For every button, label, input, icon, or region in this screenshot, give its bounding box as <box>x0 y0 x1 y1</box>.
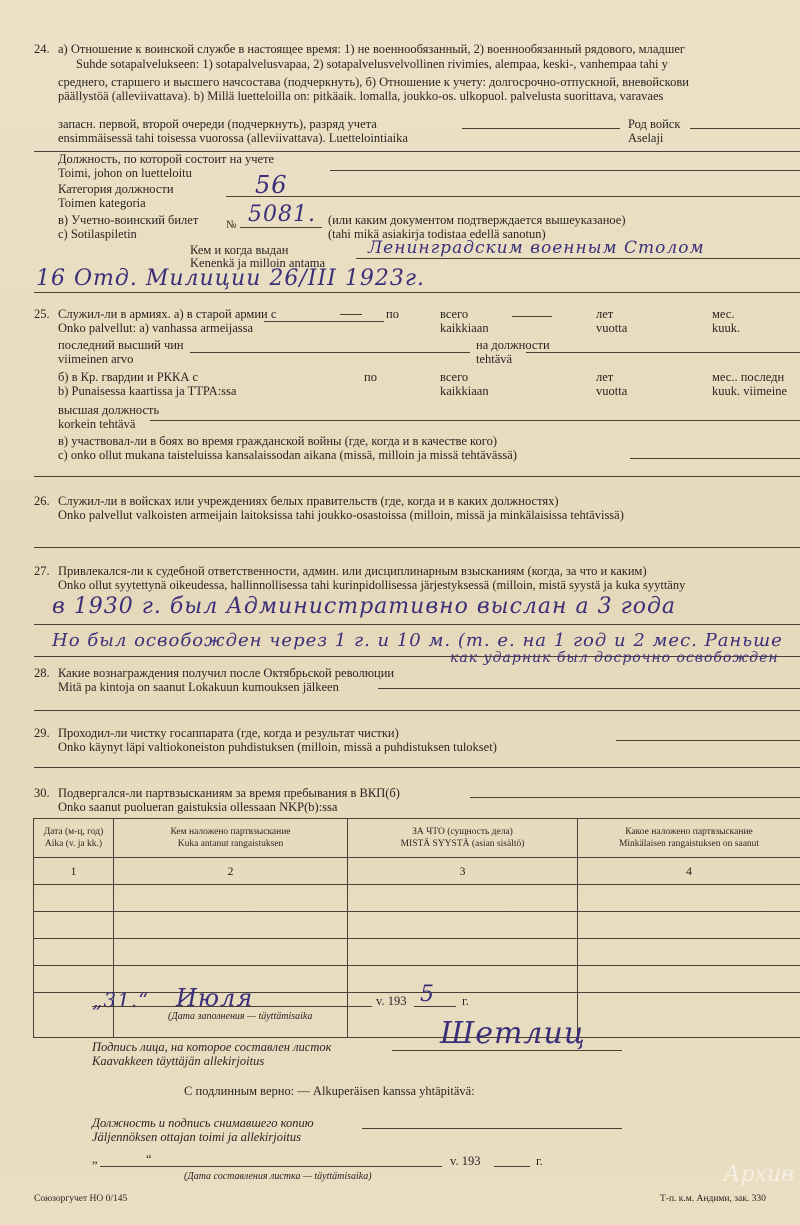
printer-mark-right: Т-п. к.м. Андими, зак. 330 <box>660 1194 766 1204</box>
printer-mark-left: Союзоргучет НО 0/145 <box>34 1194 128 1204</box>
table-header-cell: ЗА ЧТО (сущность дела) MISTÄ SYYSTÄ (asian sisältö) <box>348 819 578 858</box>
q25-kuuk2: kuuk. viimeine <box>712 384 787 398</box>
table-header-cell: Какое наложено партвзыскание Minkälaisen rangaistuksen on saanut <box>578 819 800 858</box>
q29-number: 29. <box>34 726 50 740</box>
q25-mes: мес. <box>712 307 735 321</box>
q25-line7: высшая должность <box>58 403 160 417</box>
table-row <box>34 939 800 966</box>
q25-mes2: мес.. последн <box>712 370 785 384</box>
q25-line3: последний высший чин <box>58 338 184 352</box>
bottom-date-label: (Дата составления листка — täyttämisaika) <box>184 1171 372 1182</box>
q25-line4: viimeinen arvo <box>58 352 134 366</box>
q25-po2: по <box>364 370 377 384</box>
q27-line2: Onko ollut syytettynä oikeudessa, hallinnollisessa tahi kurinpidollisessa järjestyksessä (milloin, mistä syystä ja kuka syyttäny <box>58 578 686 592</box>
signature-handwritten: Шетлиц <box>440 1016 586 1051</box>
archive-watermark: Архив <box>723 1162 794 1187</box>
q24-line12a: с) Sotilaspiletin <box>58 227 137 241</box>
q24-line6: ensimmäisessä tahi toisessa vuorossa (alleviivattava). Luettelointiaika <box>58 131 408 145</box>
q24-number-sign: № <box>226 219 237 231</box>
table-header-cell: Дата (м-ц, год) Aika (v. ja kk.) <box>34 819 114 858</box>
q24-troops-label: Род войск <box>628 117 681 131</box>
column-number: 2 <box>114 858 348 885</box>
table-header-cell: Кем наложено партвзыскание Kuka antanut rangaistuksen <box>114 819 348 858</box>
q30-line1: Подвергался-ли партвзысканиям за время пребывания в ВКП(б) <box>58 786 400 800</box>
q27-handwritten-1: в 1930 г. был Административно выслан а 3 года <box>52 594 677 619</box>
table-number-row <box>34 858 800 885</box>
q29-line1: Проходил-ли чистку госаппарата (где, когда и результат чистки) <box>58 726 399 740</box>
q30-number: 30. <box>34 786 50 800</box>
q25-let2: лет <box>596 370 614 384</box>
q24-line14: Kenenkä ja milloin antama <box>190 256 326 270</box>
q24-number: 24. <box>34 42 50 56</box>
q25-let: лет <box>596 307 614 321</box>
q24-line11b: (или каким документом подтверждается вышеуказаное) <box>328 213 626 227</box>
q27-line1: Привлекался-ли к судебной ответственности, админ. или дисциплинарным взысканиям (когда, за что и каким) <box>58 564 647 578</box>
q25-number: 25. <box>34 307 50 321</box>
q24-line4: päällystöä (alleviivattava). b) Millä luetteloilla on: pitkäaik. lomalla, joukko-os. ulkopuol. palvelusta suorittava, varavaes <box>58 89 664 103</box>
q30-line2: Onko saanut puolueran gaistuksia ollessaan NKP(b):ssa <box>58 800 338 814</box>
bottom-quote-left: „ <box>92 1152 98 1166</box>
q28-line2: Mitä pa kintoja on saanut Lokakuun kumouksen jälkeen <box>58 680 339 694</box>
q24-line11a: в) Учетно-воинский билет <box>58 213 199 227</box>
q27-handwritten-3: как ударник был досрочно освобожден <box>450 650 779 666</box>
q29-line2: Onko käynyt läpi valtiokoneiston puhdistuksen (milloin, missä a puhdistuksen tulokset) <box>58 740 497 754</box>
q28-number: 28. <box>34 666 50 680</box>
q25-line10: c) onko ollut mukana taisteluissa kansalaissodan aikana (missä, milloin ja missä tehtävässä) <box>58 448 517 462</box>
q26-line1: Служил-ли в войсках или учреждениях белых правительств (где, когда и в каких должностях) <box>58 494 559 508</box>
table-header-row <box>34 819 800 858</box>
signature-label-ru: Подпись лица, на которое составлен листок <box>92 1040 332 1054</box>
verify-line: С подлинным верно: — Alkuperäisen kanssa yhtäpitävä: <box>184 1084 475 1098</box>
q24-line2: Suhde sotapalvelukseen: 1) sotapalvelusvapaa, 2) sotapalvelusvelvollinen rivimies, alempaa, keski-, vanhempaa tahi y <box>76 57 668 71</box>
q25-line3b: на должности <box>476 338 550 352</box>
q25-kuuk: kuuk. <box>712 321 741 335</box>
q27-handwritten-2: Но был освобожден через 1 г. и 10 м. (т. е. на 1 год и 2 мес. Раньше <box>52 630 783 651</box>
q25-line1: Служил-ли в армиях. а) в старой армии с <box>58 307 277 321</box>
bottom-year: v. 193 <box>450 1154 481 1168</box>
copy-label-fi: Jäljennöksen ottajan toimi ja allekirjoitus <box>92 1130 302 1144</box>
q25-line4b: tehtävä <box>476 352 513 366</box>
date-year-prefix: v. 193 <box>376 994 407 1008</box>
q24-line5: запасн. первой, второй очереди (подчеркнуть), разряд учета <box>58 117 377 131</box>
q25-vsego2: всего <box>440 370 469 384</box>
q25-line5: б) в Кр. гвардии и РККА с <box>58 370 199 384</box>
q24-line9: Категория должности <box>58 182 174 196</box>
column-number: 3 <box>348 858 578 885</box>
q26-number: 26. <box>34 494 50 508</box>
date-label: (Дата заполнения — täyttämisaika <box>168 1011 313 1022</box>
date-year-digit-handwritten: 5 <box>420 982 435 1007</box>
q25-kaikkiaan: kaikkiaan <box>440 321 489 335</box>
bottom-quote-right: “ <box>146 1152 152 1166</box>
issued-by-handwritten: Ленинградским военным Столом <box>368 238 705 258</box>
q24-aselaji-label: Aselaji <box>628 131 664 145</box>
q25-vuotta2: vuotta <box>596 384 628 398</box>
q25-line8: korkein tehtävä <box>58 417 136 431</box>
column-number: 1 <box>34 858 114 885</box>
q25-po: по <box>386 307 399 321</box>
q25-line2: Onko palvellut: a) vanhassa armeijassa <box>58 321 254 335</box>
q25-kaikkiaan2: kaikkiaan <box>440 384 489 398</box>
table-row <box>34 885 800 912</box>
signature-label-fi: Kaavakkeen täyttäjän allekirjoitus <box>92 1054 265 1068</box>
bottom-g: г. <box>536 1154 543 1168</box>
q25-line6: b) Punaisessa kaartissa ja TTPA:ssa <box>58 384 237 398</box>
q27-number: 27. <box>34 564 50 578</box>
date-year-suffix: г. <box>462 994 469 1008</box>
date-day-handwritten: „31.“ <box>92 988 150 1012</box>
q24-line12b: (tahi mikä asiakirja todistaa edellä sanotun) <box>328 227 546 241</box>
q24-line1: а) Отношение к воинской службе в настоящее время: 1) не военнообязанный, 2) военнообязанный рядового, младшег <box>58 42 686 56</box>
q28-line1: Какие вознаграждения получил после Октябрьской революции <box>58 666 395 680</box>
table-row <box>34 912 800 939</box>
column-number: 4 <box>578 858 800 885</box>
q24-line7: Должность, по которой состоит на учете <box>58 152 275 166</box>
copy-label-ru: Должность и подпись снимавшего копию <box>92 1116 314 1130</box>
q25-line9: в) участвовал-ли в боях во время гражданской войны (где, когда и в качестве кого) <box>58 434 497 448</box>
q24-line10: Toimen kategoria <box>58 196 146 210</box>
category-handwritten: 56 <box>255 171 288 199</box>
q26-line2: Onko palvellut valkoisten armeijain laitoksissa tahi joukko-osastoissa (milloin, missä ja minkälaisissa tehtävissä) <box>58 508 624 522</box>
ticket-number-handwritten: 5081. <box>248 202 316 227</box>
q24-line13: Кем и когда выдан <box>190 243 289 257</box>
q24-line8: Toimi, johon on luetteloitu <box>58 166 192 180</box>
issued-when-handwritten: 16 Отд. Милиции 26/III 1923г. <box>36 266 425 291</box>
q25-vuotta: vuotta <box>596 321 628 335</box>
q24-line3: среднего, старшего и высшего начсостава (подчеркнуть), б) Отношение к учету: долгосрочно-отпускной, вневойскови <box>58 75 689 89</box>
date-month-handwritten: Июля <box>176 984 254 1012</box>
q25-vsego: всего <box>440 307 469 321</box>
